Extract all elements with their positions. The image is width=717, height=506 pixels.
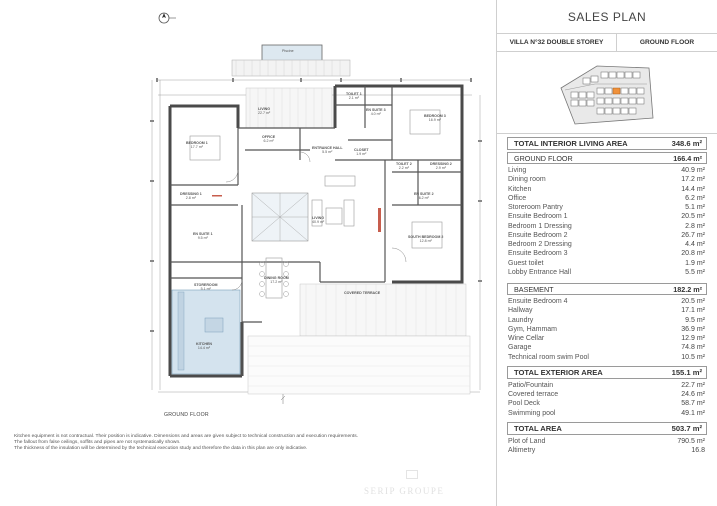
plan-caption: GROUND FLOOR <box>164 412 209 418</box>
room-label-kitchen: KITCHEN 14.4 m² <box>196 342 212 350</box>
area-row: Technical room swim Pool 10.5 m² <box>508 353 705 361</box>
area-row: Ensuite Bedroom 4 20.5 m² <box>508 298 705 305</box>
room-label-living: LIVING 40.9 m² <box>312 216 325 224</box>
watermark-logo: SERIP GROUPE <box>364 486 445 496</box>
total-interior-header: TOTAL INTERIOR LIVING AREA 348.6 m² <box>507 137 707 150</box>
room-label-living-top: LIVING 22.7 m² <box>258 107 271 115</box>
room-label-dining: DINING ROOM 17.2 m² <box>264 276 289 284</box>
area-row: Covered terrace 24.6 m² <box>508 391 705 398</box>
area-row: Pool Deck 58.7 m² <box>508 400 705 408</box>
room-label-toilet-2: TOILET 2 2.2 m² <box>396 162 412 170</box>
site-map <box>497 52 717 134</box>
villa-name: VILLA N°32 DOUBLE STOREY <box>497 34 617 51</box>
basement-header: BASEMENT 182.2 m² <box>507 283 707 295</box>
room-label-pool: Piscine <box>282 49 294 53</box>
area-row: Gym, Hammam 36.9 m² <box>508 325 705 333</box>
disclaimer-text <box>14 434 484 453</box>
total-exterior-header: TOTAL EXTERIOR AREA 155.1 m² <box>507 366 707 379</box>
sales-panel <box>497 0 717 506</box>
area-row: Living 40.9 m² <box>508 167 705 174</box>
room-label-toilet-1: TOILET 1 2.1 m² <box>346 92 362 100</box>
room-label-dressing-1: DRESSING 1 2.8 m² <box>180 192 202 200</box>
total-area-header: TOTAL AREA 503.7 m² <box>507 422 707 435</box>
disclaimer-line: Kitchen equipment is not contractual. Their position is indicative. Dimensions and areas are given subject to technical construction and execution requirements. <box>14 434 359 439</box>
area-row: Plot of Land 790.5 m² <box>508 437 705 445</box>
room-label-en-suite-3: EN SUITE 3 4.0 m² <box>366 108 386 116</box>
floor-name: GROUND FLOOR <box>639 39 695 46</box>
area-row: Ensuite Bedroom 1 20.5 m² <box>508 213 705 221</box>
ground-floor-header: GROUND FLOOR 166.4 m² <box>507 152 707 164</box>
room-label-en-suite-1: EN SUITE 1 9.5 m² <box>193 232 213 240</box>
area-row: Dining room 17.2 m² <box>508 176 705 184</box>
area-row: Altimetry 16.8 <box>508 447 705 454</box>
highlighted-lot <box>613 88 620 94</box>
area-row: Ensuite Bedroom 3 20.8 m² <box>508 250 705 258</box>
area-row: Bedroom 2 Dressing 4.4 m² <box>508 241 705 248</box>
disclaimer-line: The fallout from false ceilings, soffits and pipes are not systematically shown. <box>14 440 181 446</box>
area-row: Storeroom Pantry 5.1 m² <box>508 204 705 211</box>
area-row: Swimming pool 49.1 m² <box>508 409 705 417</box>
room-label-south-bedroom: SOUTH BEDROOM 2 12.8 m² <box>408 235 444 243</box>
area-row: Wine Cellar 12.9 m² <box>508 335 705 342</box>
area-row: Ensuite Bedroom 2 26.7 m² <box>508 231 705 239</box>
site-map-drawing <box>557 58 657 128</box>
area-row: Office 6.2 m² <box>508 194 705 202</box>
area-row: Garage 74.8 m² <box>508 344 705 352</box>
room-label-closet: CLOSET 1.9 m² <box>354 148 369 156</box>
north-arrow-icon <box>159 13 176 23</box>
area-table <box>507 137 707 455</box>
area-row: Laundry 9.5 m² <box>508 316 705 324</box>
watermark-logo-icon <box>406 470 418 479</box>
villa-subheader <box>497 34 717 52</box>
room-label-covered-terrace: COVERED TERRACE <box>344 291 381 295</box>
swimming-pool <box>262 45 322 61</box>
room-label-office: OFFICE 6.2 m² <box>262 135 276 143</box>
area-row: Guest toilet 1.9 m² <box>508 259 705 267</box>
area-row: Hallway 17.1 m² <box>508 307 705 315</box>
disclaimer-line: The thickness of the insulation will be determined by the technical execution study and therefore the data in this plan are only indicative. <box>14 446 308 452</box>
room-label-bedroom-1: BEDROOM 1 17.7 m² <box>186 141 208 149</box>
room-label-bedroom-3: BEDROOM 3 16.9 m² <box>424 114 446 122</box>
area-row: Kitchen 14.4 m² <box>508 185 705 193</box>
area-row: Patio/Fountain 22.7 m² <box>508 381 705 389</box>
room-label-en-suite-2: EN SUITE 2 6.2 m² <box>414 192 434 200</box>
room-label-dressing-2: DRESSING 2 2.9 m² <box>430 162 452 170</box>
area-row: Bedroom 1 Dressing 2.8 m² <box>508 222 705 230</box>
room-label-storeroom: STOREROOM 5.1 m² <box>194 283 218 291</box>
sales-plan-title: SALES PLAN <box>497 0 717 34</box>
area-row: Lobby Entrance Hall 5.5 m² <box>508 268 705 276</box>
room-label-entrance-hall: ENTRANCE HALL 5.5 m² <box>312 146 343 154</box>
